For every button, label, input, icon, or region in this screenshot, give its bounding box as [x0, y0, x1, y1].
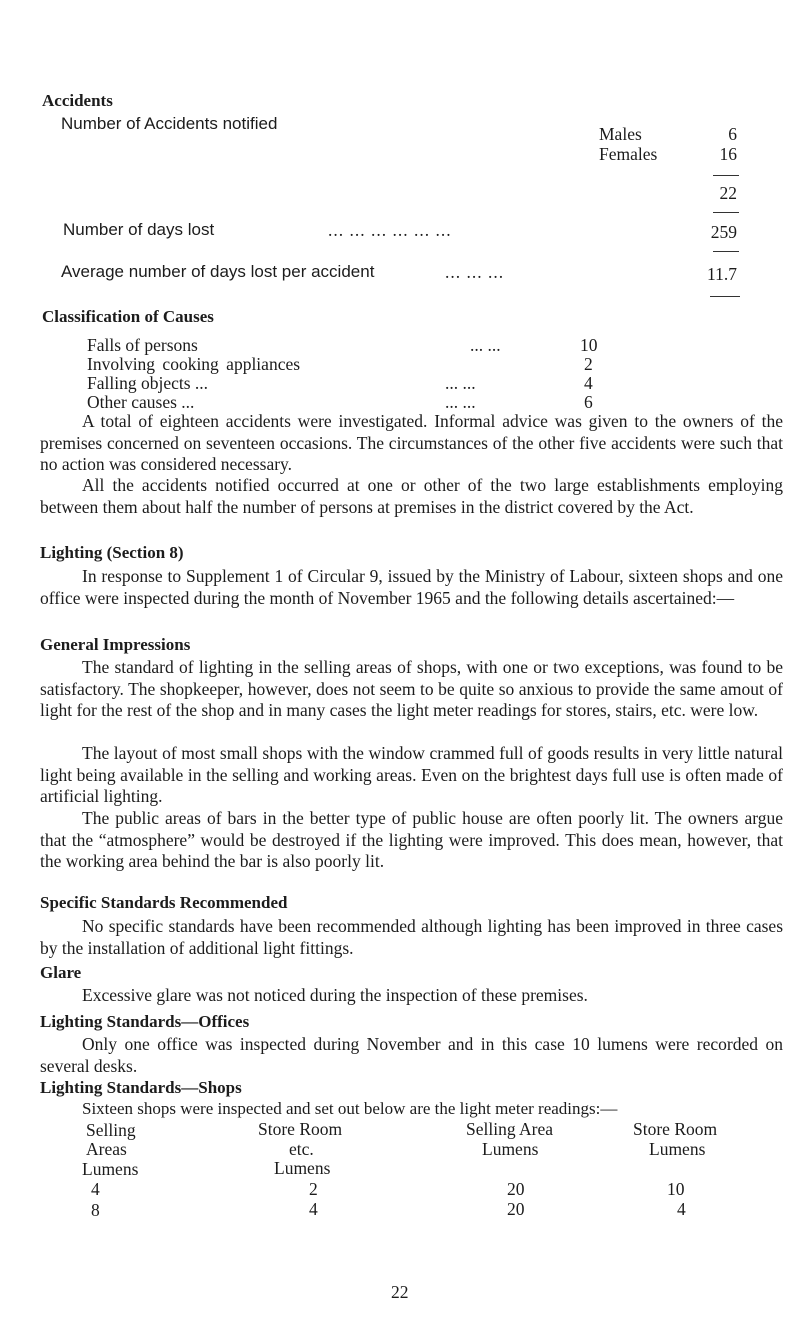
average-rule	[710, 296, 740, 297]
col-store-room-line3: Lumens	[274, 1158, 331, 1178]
cause-falls-label: Falls of persons	[87, 335, 198, 355]
total-value: 22	[719, 183, 737, 203]
col-selling-areas-line1: Selling	[86, 1120, 136, 1140]
offices-heading: Lighting Standards—Offices	[40, 1012, 250, 1031]
col-selling-area-line1: Selling Area	[466, 1119, 553, 1139]
shop-row-1-selling-areas: 4	[91, 1179, 100, 1199]
cause-falling-objects-dots: ... ...	[445, 373, 476, 393]
col-selling-areas-line3: Lumens	[82, 1159, 139, 1179]
col-store-room-line2: etc.	[289, 1139, 314, 1159]
females-label: Females	[599, 144, 658, 164]
males-value: 6	[728, 124, 737, 144]
cause-falls-value: 10	[580, 335, 598, 355]
general-impressions-heading: General Impressions	[40, 635, 191, 654]
shops-intro: Sixteen shops were inspected and set out below are the light meter readings:—	[82, 1099, 618, 1118]
accidents-notified-label: Number of Accidents notified	[61, 114, 278, 133]
shop-row-2-selling-area: 20	[507, 1199, 525, 1219]
males-label: Males	[599, 124, 642, 144]
classification-paragraph-2: All the accidents notified occurred at one or other of the two large establishments employing between them about half the number of persons at premises in the district covered by the Act.	[40, 475, 783, 517]
shop-row-2-store-room-2: 4	[677, 1199, 686, 1219]
shop-row-1-selling-area: 20	[507, 1179, 525, 1199]
specific-standards-paragraph: No specific standards have been recommended although lighting has been improved in three cases by the installation of additional light fittings.	[40, 916, 783, 958]
days-lost-value: 259	[710, 222, 737, 242]
accidents-heading: Accidents	[42, 91, 113, 110]
glare-paragraph: Excessive glare was not noticed during the inspection of these premises.	[82, 985, 588, 1005]
females-value: 16	[719, 144, 737, 164]
shop-row-1-store-room-2: 10	[667, 1179, 685, 1199]
page-number: 22	[391, 1282, 409, 1302]
glare-heading: Glare	[40, 963, 82, 982]
classification-paragraph-1: A total of eighteen accidents were investigated. Informal advice was given to the owners of the premises concerned on seventeen occasions. The circumstances of the other five accidents were such that no action was considered necessary.	[40, 411, 783, 474]
general-paragraph-2: The layout of most small shops with the window crammed full of goods results in very little natural light being available in the selling and working areas. Even on the brightest days full use is often made of artificial lighting.	[40, 743, 783, 806]
col-selling-area-line2: Lumens	[482, 1139, 539, 1159]
average-days-label: Average number of days lost per accident	[61, 262, 375, 281]
shops-heading: Lighting Standards—Shops	[40, 1078, 242, 1097]
cause-falling-objects-value: 4	[584, 373, 593, 393]
specific-standards-heading: Specific Standards Recommended	[40, 893, 288, 912]
average-leader: ... ... ...	[445, 262, 505, 282]
cause-other-value: 6	[584, 392, 593, 412]
col-store-room-line1: Store Room	[258, 1119, 343, 1139]
general-paragraph-1: The standard of lighting in the selling areas of shops, with one or two exceptions, was found to be satisfactory. The shopkeeper, however, does not seem to be quite so anxious to provide the same amout of light for the rest of the shop and in many cases the light meter readings for stores, stairs, etc. were low.	[40, 657, 783, 720]
lighting-heading: Lighting (Section 8)	[40, 543, 184, 562]
cause-cooking-value: 2	[584, 354, 593, 374]
subtotal-rule	[713, 175, 739, 176]
cause-cooking-label: Involving cooking appliances	[87, 354, 301, 374]
days-lost-label: Number of days lost	[63, 220, 215, 239]
col-store-room-2-line2: Lumens	[649, 1139, 706, 1159]
classification-heading: Classification of Causes	[42, 307, 214, 326]
cause-other-dots: ... ...	[445, 392, 476, 412]
lighting-paragraph: In response to Supplement 1 of Circular 9, issued by the Ministry of Labour, sixteen shops and one office were inspected during the month of November 1965 and the following details ascertained:—	[40, 566, 783, 608]
general-paragraph-3: The public areas of bars in the better type of public house are often poorly lit. The owners argue that the “atmosphere” would be destroyed if the lighting were improved. This does mean, however, that the working area behind the bar is also poorly lit.	[40, 808, 783, 871]
cause-falls-dots: ... ...	[470, 335, 501, 355]
cause-other-label: Other causes ...	[87, 392, 195, 412]
average-days-value: 11.7	[707, 264, 737, 284]
days-rule	[713, 251, 739, 252]
shop-row-2-selling-areas: 8	[91, 1200, 100, 1220]
cause-falling-objects-label: Falling objects ...	[87, 373, 209, 393]
col-store-room-2-line1: Store Room	[633, 1119, 718, 1139]
col-selling-areas-line2: Areas	[86, 1139, 127, 1159]
offices-paragraph: Only one office was inspected during November and in this case 10 lumens were recorded on several desks.	[40, 1034, 783, 1076]
total-rule	[713, 212, 739, 213]
days-lost-leader: ... ... ... ... ... ...	[328, 220, 452, 240]
shop-row-1-store-room: 2	[309, 1179, 318, 1199]
shop-row-2-store-room: 4	[309, 1199, 318, 1219]
